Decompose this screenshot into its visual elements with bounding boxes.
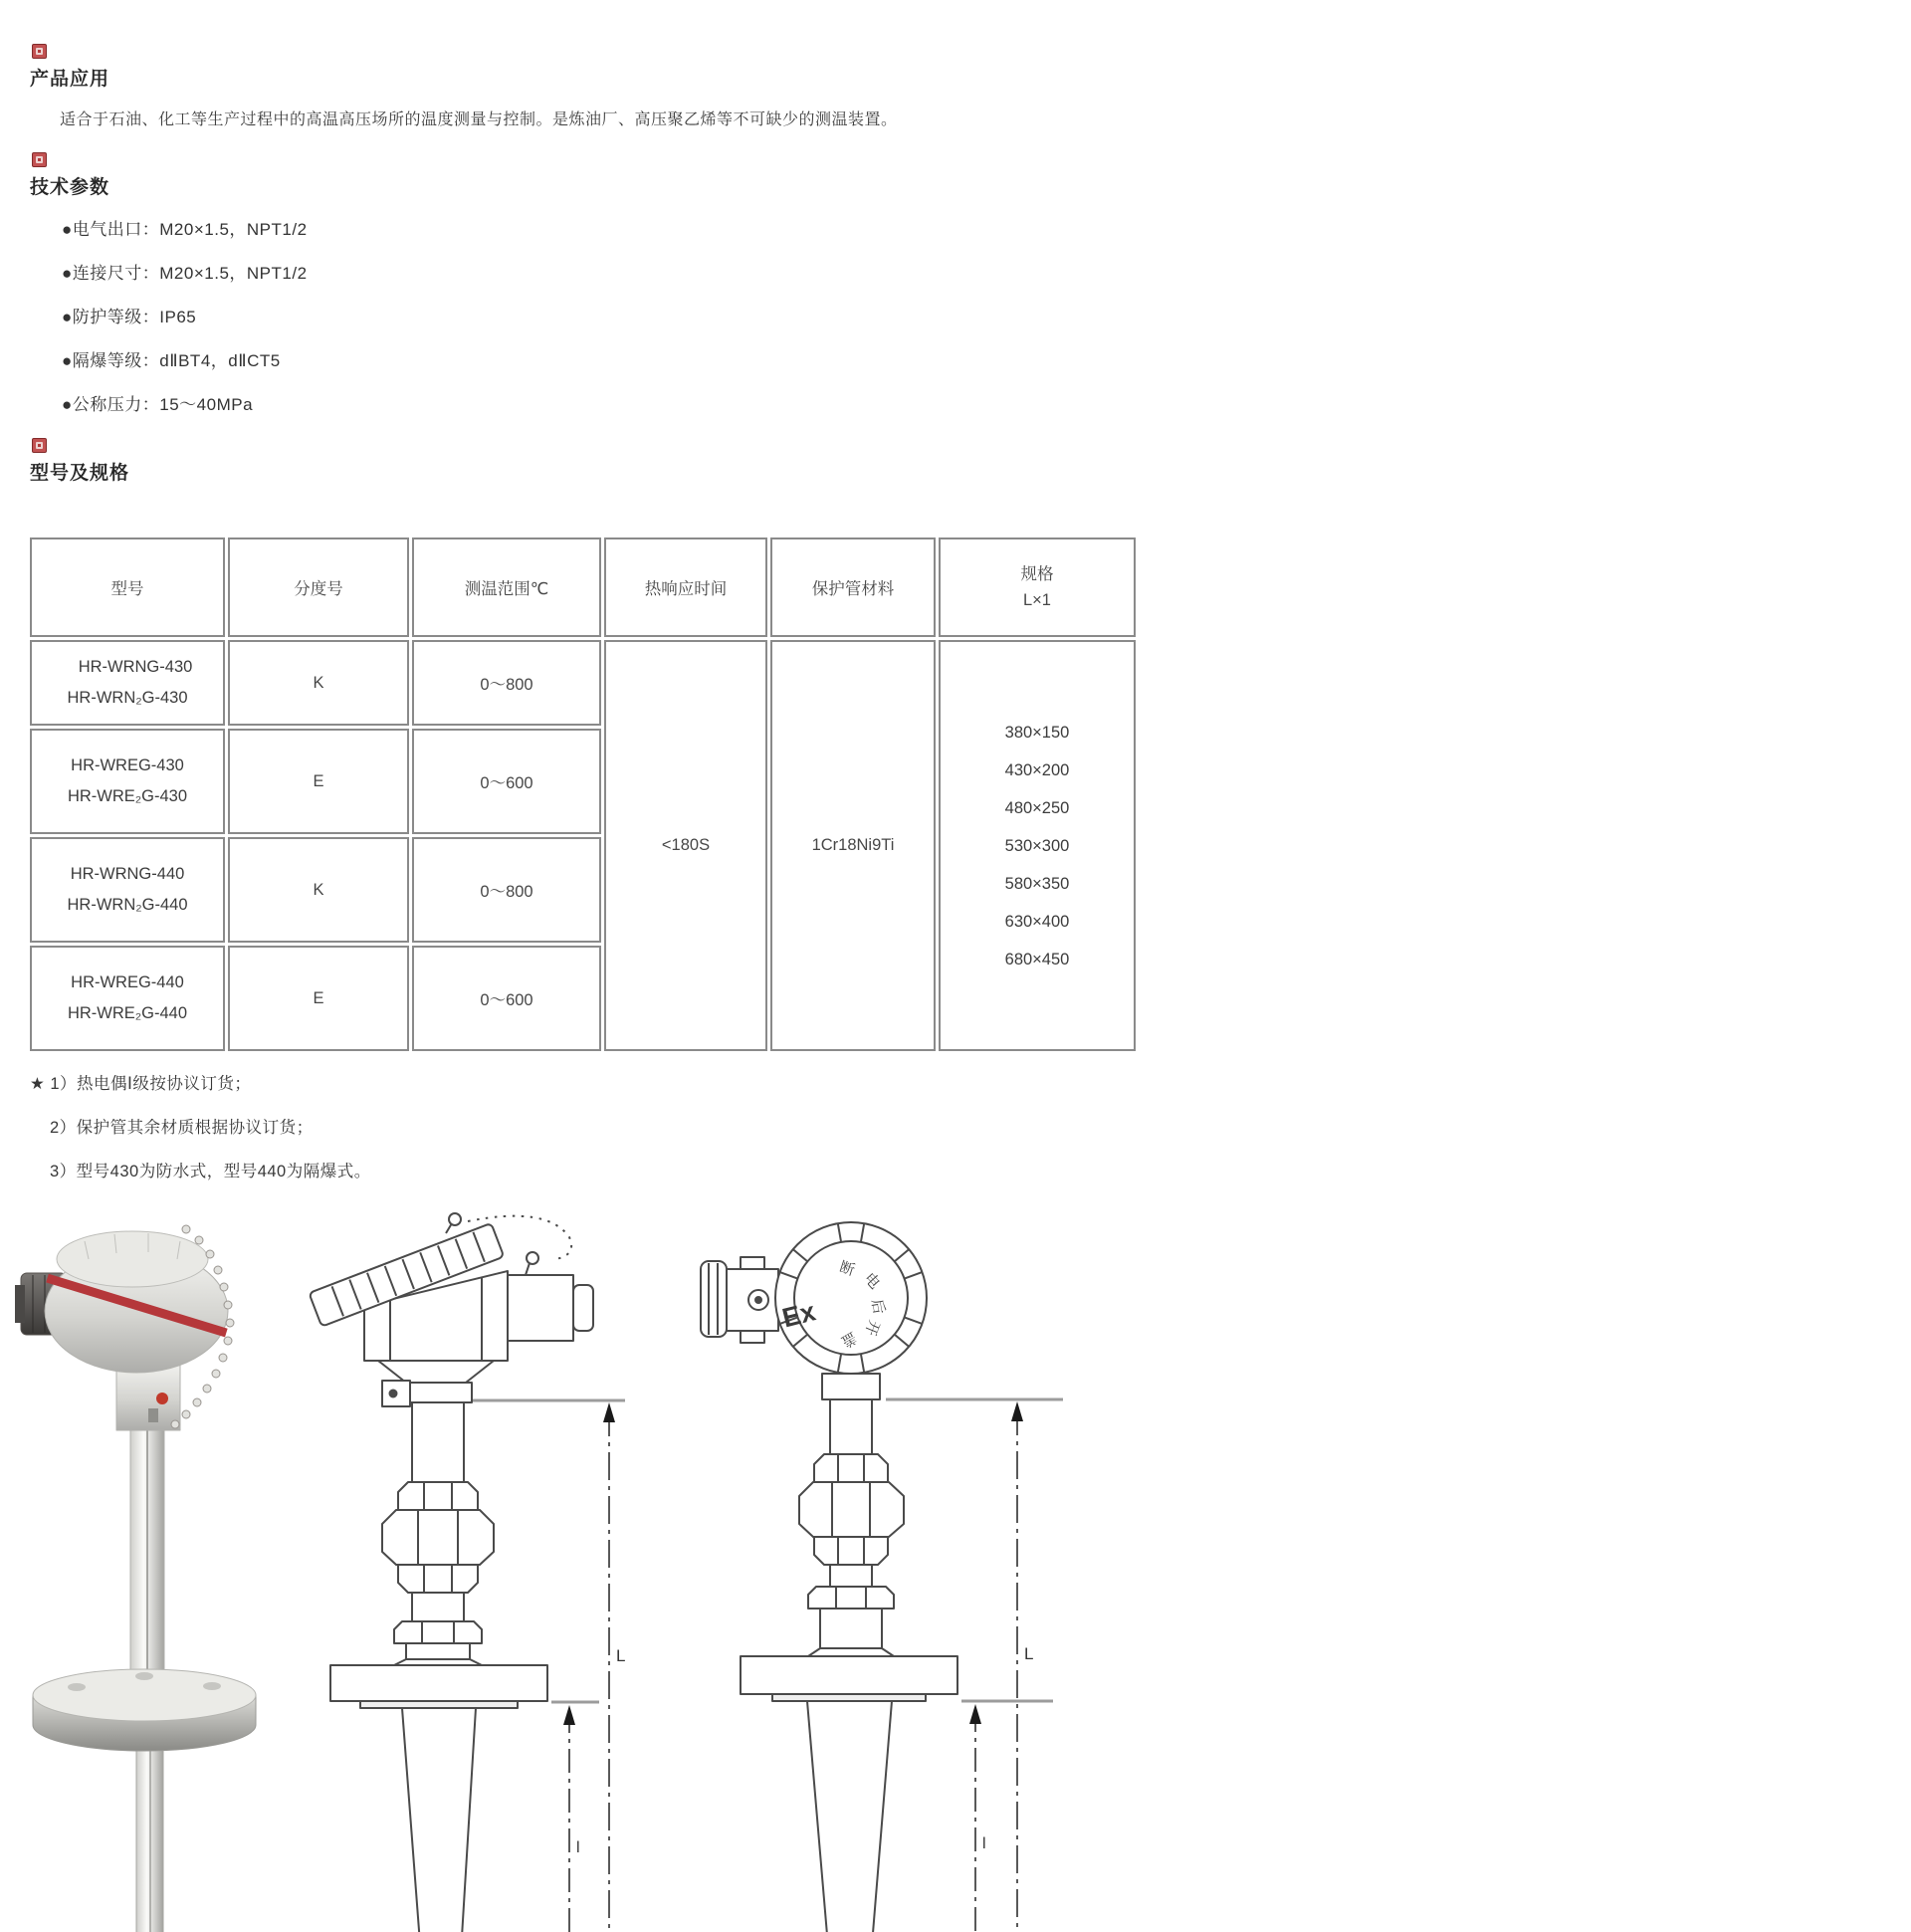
application-description: 适合于石油、化工等生产过程中的高温高压场所的温度测量与控制。是炼油厂、高压聚乙烯等不可缺少的测温装置。 [60,111,898,128]
svg-text:后: 后 [868,1297,888,1316]
explosion-proof-type-drawing [637,1203,1065,1932]
range-cell: 0～600 [412,946,601,1051]
footnote: 2）保护管其余材质根据协议订货； [50,1119,314,1137]
model-cell: HR-WREG-430 HR-WRE₂G-430 [30,729,225,834]
graduation-cell: K [228,837,409,943]
section-title-models: 型号及规格 [30,463,130,484]
parameter-item: ●连接尺寸：M20×1.5，NPT1/2 [62,264,308,283]
ex-mark: Ex [778,1296,819,1334]
footnote: ★ 1）热电偶Ⅰ级按协议订货； [30,1075,252,1093]
col-header-range: 测温范围℃ [412,537,601,637]
svg-text:电: 电 [860,1269,884,1293]
model-cell: HR-WRNG-430 HR-WRN₂G-430 [30,640,225,726]
spec-list-cell: 380×150 430×200 480×250 530×300 580×350 630×400 680×450 [939,640,1136,1051]
product-drawings [15,1203,1911,1932]
waterproof-type-drawing [287,1203,637,1932]
thermocouple-photo [15,1203,287,1932]
col-header-spec: 规格 L×1 [939,537,1136,637]
footnotes [30,1072,1911,1183]
model-spec-table [27,535,1139,1054]
red-ornament-icon [32,152,47,167]
table-header-row [30,537,1136,637]
dimension-l-label: l [576,1839,580,1856]
graduation-cell: K [228,640,409,726]
red-ornament-icon [32,44,47,59]
range-cell: 0～600 [412,729,601,834]
graduation-cell: E [228,729,409,834]
range-cell: 0～800 [412,837,601,943]
red-ornament-icon [32,438,47,453]
parameter-list [30,219,1911,416]
range-cell: 0～800 [412,640,601,726]
svg-text:盖: 盖 [838,1328,860,1351]
section-title-parameters: 技术参数 [30,177,110,198]
table-row [30,640,1136,726]
parameter-item: ●防护等级：IP65 [62,308,197,326]
col-header-model: 型号 [30,537,225,637]
svg-text:开: 开 [861,1317,883,1338]
parameter-item: ●公称压力：15～40MPa [62,395,254,414]
model-cell: HR-WRNG-440 HR-WRN₂G-440 [30,837,225,943]
dimension-l-label: l [982,1835,986,1852]
footnote: 3）型号430为防水式，型号440为隔爆式。 [50,1163,371,1181]
col-header-tube-material: 保护管材料 [770,537,936,637]
model-cell: HR-WREG-440 HR-WRE₂G-440 [30,946,225,1051]
section-title-application: 产品应用 [30,69,110,90]
dimension-L-label: L [616,1646,626,1665]
dimension-L-label: L [1024,1644,1034,1663]
col-header-graduation: 分度号 [228,537,409,637]
tube-material-cell: 1Cr18Ni9Ti [770,640,936,1051]
svg-text:断: 断 [837,1258,857,1280]
parameter-item: ●电气出口：M20×1.5，NPT1/2 [62,220,308,239]
response-time-cell: <180S [604,640,767,1051]
col-header-response-time: 热响应时间 [604,537,767,637]
parameter-item: ●隔爆等级：dⅡBT4，dⅡCT5 [62,351,281,370]
graduation-cell: E [228,946,409,1051]
